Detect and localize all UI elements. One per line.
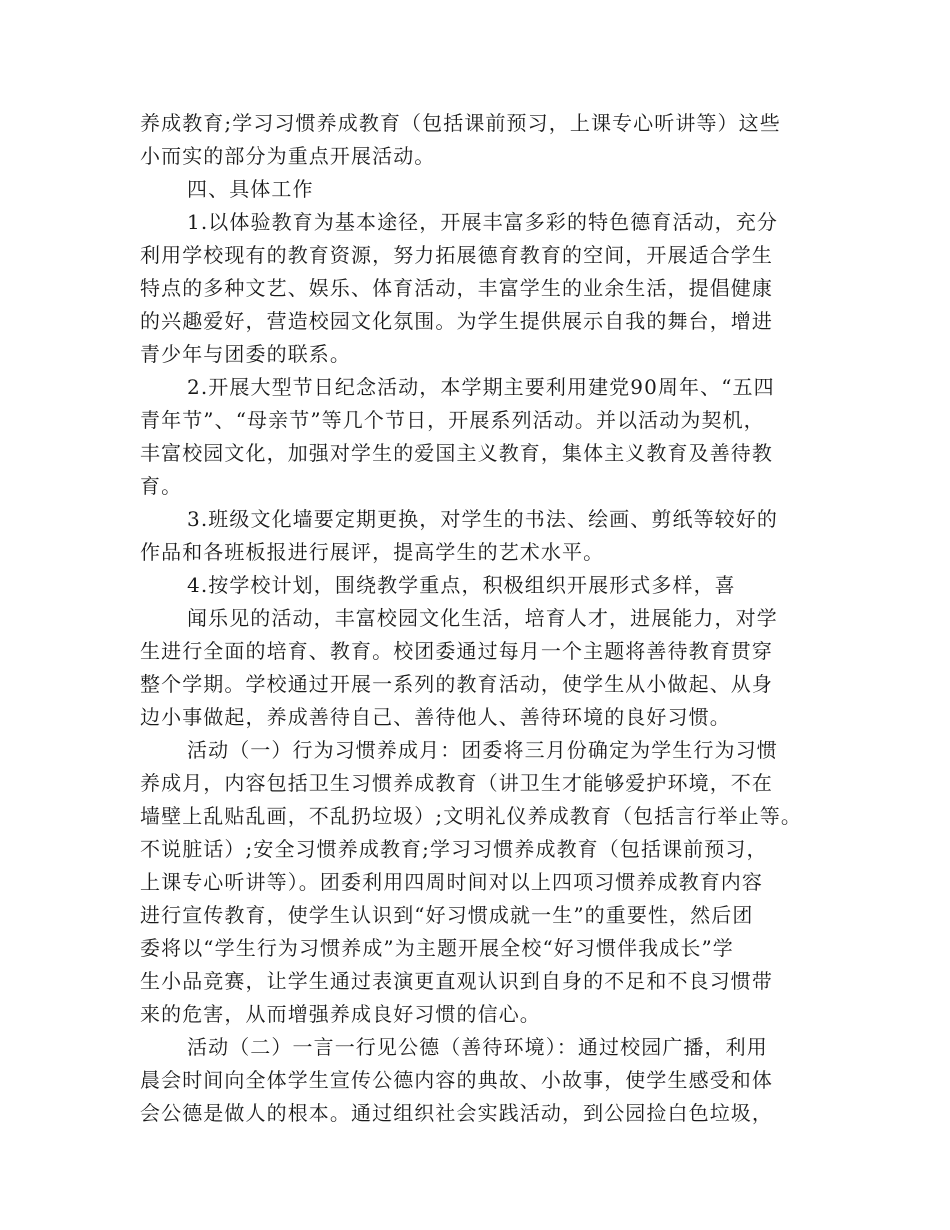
text-line: 不说脏话）;安全习惯养成教育;学习习惯养成教育（包括课前预习，: [140, 837, 768, 861]
text-line: 活动（一）行为习惯养成月：团委将三月份确定为学生行为习惯: [187, 738, 778, 762]
text-line: 2.开展大型节日纪念活动，本学期主要利用建党90周年、“五四: [187, 375, 775, 399]
text-line: 的兴趣爱好，营造校园文化氛围。为学生提供展示自我的舞台，增进: [140, 309, 773, 333]
text-line: 小而实的部分为重点开展活动。: [140, 144, 436, 168]
text-line: 上课专心听讲等）。团委利用四周时间对以上四项习惯养成教育内容: [140, 870, 763, 894]
text-line: 青少年与团委的联系。: [140, 342, 351, 366]
text-line: 利用学校现有的教育资源，努力拓展德育教育的空间，开展适合学生: [140, 243, 773, 267]
text-line: 边小事做起，养成善待自己、善待他人、善待环境的良好习惯。: [140, 705, 731, 729]
text-line: 整个学期。学校通过开展一系列的教育活动，使学生从小做起、从身: [140, 672, 773, 696]
text-line: 3.班级文化墙要定期更换，对学生的书法、绘画、剪纸等较好的: [187, 507, 778, 531]
text-line: 会公德是做人的根本。通过组织社会实践活动，到公园捡白色垃圾，: [140, 1101, 773, 1125]
text-line: 墙壁上乱贴乱画，不乱扔垃圾）;文明礼仪养成教育（包括言行举止等。: [140, 804, 802, 828]
section-heading: 四、具体工作: [187, 177, 314, 201]
text-line: 生进行全面的培育、教育。校团委通过每月一个主题将善待教育贯穿: [140, 639, 773, 663]
text-line: 4.按学校计划，围绕教学重点，积极组织开展形式多样，喜: [187, 573, 736, 597]
text-line: 作品和各班板报进行展评，提高学生的艺术水平。: [140, 540, 605, 564]
text-line: 活动（二）一言一行见公德（善待环境）：通过校园广播，利用: [187, 1035, 768, 1059]
text-line: 生小品竞赛，让学生通过表演更直观认识到自身的不足和不良习惯带: [140, 969, 773, 993]
text-line: 特点的多种文艺、娱乐、体育活动，丰富学生的业余生活，提倡健康: [140, 276, 773, 300]
text-line: 青年节”、“母亲节”等几个节日，开展系列活动。并以活动为契机，: [140, 408, 765, 432]
text-line: 委将以“学生行为习惯养成”为主题开展全校“好习惯伴我成长”学: [140, 936, 734, 960]
text-line: 丰富校园文化，加强对学生的爱国主义教育，集体主义教育及善待教: [140, 441, 773, 465]
text-line: 育。: [140, 474, 183, 498]
text-line: 养成月，内容包括卫生习惯养成教育（讲卫生才能够爱护环境，不在: [140, 771, 773, 795]
text-line: 闻乐见的活动，丰富校园文化生活，培育人才，进展能力，对学: [187, 606, 778, 630]
text-line: 1.以体验教育为基本途径，开展丰富多彩的特色德育活动，充分: [187, 210, 778, 234]
text-line: 来的危害，从而增强养成良好习惯的信心。: [140, 1002, 541, 1026]
text-line: 养成教育;学习习惯养成教育（包括课前预习，上课专心听讲等）这些: [140, 111, 781, 135]
text-line: 晨会时间向全体学生宣传公德内容的典故、小故事，使学生感受和体: [140, 1068, 773, 1092]
text-line: 进行宣传教育，使学生认识到“好习惯成就一生”的重要性，然后团: [140, 903, 754, 927]
